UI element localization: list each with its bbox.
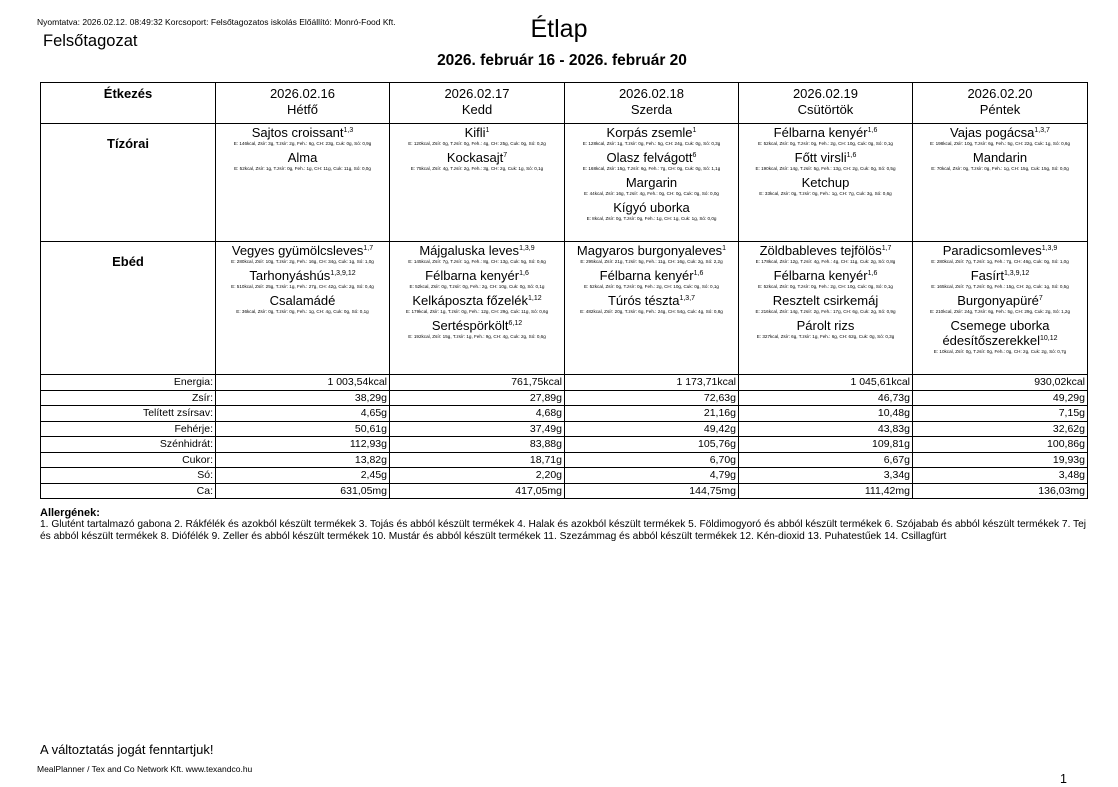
dish-name — [565, 125, 738, 140]
nutrition-value: 13,82g — [216, 452, 390, 468]
meal-cell — [565, 242, 739, 375]
dish-name-text: Félbarna kenyér — [773, 125, 868, 140]
dish-nutrition: E: 75kcal, Zsír: 4g, T.zsír: 2g, Feh.: 3g, CH: 2g, Cuk: 1g, Só: 0,1g — [410, 166, 544, 171]
dish-name-text: Túrós tészta — [607, 293, 680, 308]
dish — [390, 150, 564, 172]
nutrition-row — [41, 375, 1088, 391]
nutrition-row — [41, 452, 1088, 468]
day-header-friday — [913, 83, 1088, 124]
dish-name-text: Mandarin — [972, 150, 1028, 165]
allergen-codes: 1,3,9 — [1041, 245, 1058, 252]
meal-cell — [739, 124, 913, 242]
dish-name — [913, 293, 1087, 308]
dish-name-text: Kígyó uborka — [613, 200, 690, 215]
meal-column-header: Étkezés — [41, 83, 216, 124]
dish-name-text: Félbarna kenyér — [425, 268, 520, 283]
meal-cell — [565, 124, 739, 242]
dish-nutrition: E: 52kcal, Zsír: 0g, T.zsír: 0g, Feh.: 2g, CH: 10g, Cuk: 0g, Só: 0,1g — [584, 284, 719, 289]
dish-name-text: Tarhonyáshús — [249, 268, 331, 283]
dish-nutrition: E: 280kcal, Zsír: 10g, T.zsír: 2g, Feh.: 16g, CH: 34g, Cuk: 1g, Só: 1,0g — [231, 259, 374, 264]
day-date: 2026.02.19 — [792, 86, 859, 101]
dish — [565, 293, 738, 315]
nutrition-value: 46,73g — [739, 390, 913, 406]
dish-nutrition: E: 44kcal, Zsír: 16g, T.zsír: 4g, Feh.: 0g, CH: 0g, Cuk: 0g, Só: 0,0g — [584, 191, 719, 196]
dish-name-text: Májgaluska leves — [419, 243, 520, 258]
nutrition-value: 1 173,71kcal — [565, 375, 739, 391]
dish-name-text: Sajtos croissant — [251, 125, 344, 140]
nutrition-value: 930,02kcal — [913, 375, 1088, 391]
allergen-codes: 7 — [1038, 295, 1043, 302]
dish-nutrition: E: 280kcal, Zsír: 7g, T.zsír: 1g, Feh.: 7g, CH: 46g, Cuk: 0g, Só: 1,0g — [931, 259, 1069, 264]
nutrition-label: Só: — [41, 468, 216, 484]
nutrition-value: 19,93g — [913, 452, 1088, 468]
nutrition-value: 7,15g — [913, 406, 1088, 422]
dish-name-text: Resztelt csirkemáj — [772, 293, 879, 308]
days-header-row — [41, 83, 1088, 124]
dish — [913, 150, 1087, 172]
dish-name — [390, 150, 564, 165]
dish-name — [390, 125, 564, 140]
nutrition-value: 72,63g — [565, 390, 739, 406]
dish-name — [913, 318, 1087, 348]
day-date: 2026.02.20 — [967, 86, 1033, 101]
day-header-wednesday — [565, 83, 739, 124]
dish-nutrition: E: 145kcal, Zsír: 7g, T.zsír: 1g, Feh.: 8g, CH: 13g, Cuk: 5g, Só: 0,6g — [408, 259, 546, 264]
dish-name — [565, 150, 738, 165]
dish-nutrition: E: 10kcal, Zsír: 0g, T.zsír: 0g, Feh.: 0g, CH: 2g, Cuk: 2g, Só: 0,7g — [933, 349, 1067, 354]
meal-cell — [216, 124, 390, 242]
dish-name-text: Olasz felvágott — [606, 150, 693, 165]
day-name: Hétfő — [286, 102, 319, 117]
nutrition-label: Szénhidrát: — [41, 437, 216, 453]
meal-cell — [913, 124, 1088, 242]
dish-nutrition: E: 295kcal, Zsír: 21g, T.zsír: 5g, Feh.: 11g, CH: 16g, Cuk: 2g, Só: 2,2g — [580, 259, 723, 264]
dish-name — [913, 125, 1087, 140]
nutrition-value: 631,05mg — [216, 483, 390, 499]
dish-nutrition: E: 198kcal, Zsír: 10g, T.zsír: 6g, Feh.: 5g, CH: 22g, Cuk: 1g, Só: 0,6g — [929, 141, 1071, 146]
allergen-codes: 1,7 — [881, 245, 892, 252]
dish-nutrition: E: 33kcal, Zsír: 0g, T.zsír: 0g, Feh.: 1g, CH: 7g, Cuk: 3g, Só: 0,6g — [759, 191, 892, 196]
nutrition-value: 50,61g — [216, 421, 390, 437]
meal-row — [41, 124, 1088, 242]
dish-name-text: Vegyes gyümölcsleves — [231, 243, 364, 258]
dish-name — [390, 318, 564, 333]
dish-name — [739, 243, 912, 258]
allergens-list: 1. Glutént tartalmazó gabona 2. Rákfélék és azokból készült termékek 3. Tojás és abból készült termékek 4. Halak és azokból készült termékek 5. Földimogyoró és abból készült termékek 6. Szójabab és abból készült termékek 7. Tej és abból készült termékek 8. Diófélék 9. Zeller és abból készült termékek 10. Mustár és abból készült termékek 11. Szezámmag és abból készült termékek 12. Kén-dioxid 13. Puhatestűek 14. Csillagfürt — [40, 519, 1087, 542]
nutrition-value: 2,20g — [390, 468, 565, 484]
dish-name — [390, 243, 564, 258]
dish-name — [739, 150, 912, 165]
dish-name-text: Félbarna kenyér — [773, 268, 868, 283]
day-header-tuesday — [390, 83, 565, 124]
dish-nutrition: E: 128kcal, Zsír: 1g, T.zsír: 0g, Feh.: 5g, CH: 24g, Cuk: 0g, Só: 0,3g — [582, 141, 721, 146]
dish-name — [390, 293, 564, 308]
allergen-codes: 1 — [692, 127, 697, 134]
dish — [390, 243, 564, 265]
meal-label: Tízórai — [41, 124, 216, 242]
nutrition-value: 4,65g — [216, 406, 390, 422]
nutrition-label: Zsír: — [41, 390, 216, 406]
allergen-codes: 6,12 — [508, 320, 523, 327]
nutrition-label: Cukor: — [41, 452, 216, 468]
page-title: Étlap — [530, 15, 588, 43]
dish-name — [216, 243, 389, 258]
nutrition-value: 38,29g — [216, 390, 390, 406]
dish — [216, 243, 389, 265]
meal-cell — [390, 124, 565, 242]
dish — [216, 293, 389, 315]
disclaimer: A változtatás jogát fenntartjuk! — [40, 742, 214, 757]
dish-name — [739, 318, 912, 333]
dish — [739, 175, 912, 197]
nutrition-value: 4,79g — [565, 468, 739, 484]
dish — [390, 318, 564, 340]
dish — [390, 268, 564, 290]
dish-name-text: Kelkáposzta főzelék — [412, 293, 528, 308]
allergen-codes: 6 — [692, 152, 697, 159]
dish-name-text: Csemege uborka édesítőszerekkel — [942, 318, 1050, 348]
dish-name — [739, 125, 912, 140]
dish-nutrition: E: 52kcal, Zsír: 1g, T.zsír: 0g, Feh.: 1g, CH: 11g, Cuk: 11g, Só: 0,0g — [234, 166, 371, 171]
day-date: 2026.02.16 — [269, 86, 336, 101]
meal-cell — [390, 242, 565, 375]
nutrition-value: 1 003,54kcal — [216, 375, 390, 391]
allergen-codes: 1,6 — [867, 127, 878, 134]
dish-nutrition: E: 510kcal, Zsír: 25g, T.zsír: 1g, Feh.: 27g, CH: 42g, Cuk: 2g, Só: 0,4g — [231, 284, 374, 289]
allergen-codes: 1,3,9 — [519, 245, 535, 252]
dish-name — [739, 268, 912, 283]
date-range: 2026. február 16 - 2026. február 20 — [437, 52, 687, 69]
dish-name — [565, 268, 738, 283]
nutrition-label: Fehérje: — [41, 421, 216, 437]
dish-name-text: Fasírt — [970, 268, 1004, 283]
dish — [739, 268, 912, 290]
nutrition-value: 10,48g — [739, 406, 913, 422]
dish-name-text: Párolt rizs — [796, 318, 855, 333]
nutrition-value: 144,75mg — [565, 483, 739, 499]
dish-nutrition: E: 52kcal, Zsír: 0g, T.zsír: 0g, Feh.: 2g, CH: 10g, Cuk: 0g, Só: 0,1g — [758, 284, 893, 289]
meal-cell — [913, 242, 1088, 375]
allergen-codes: 7 — [503, 152, 508, 159]
nutrition-value: 112,93g — [216, 437, 390, 453]
allergen-codes: 1,6 — [846, 152, 857, 159]
dish-name-text: Burgonyapüré — [957, 293, 1039, 308]
dish-name — [216, 125, 389, 140]
dish — [739, 243, 912, 265]
nutrition-label: Telített zsírsav: — [41, 406, 216, 422]
dish — [565, 243, 738, 265]
nutrition-value: 136,03mg — [913, 483, 1088, 499]
allergens-heading: Allergének: — [40, 507, 100, 519]
nutrition-value: 3,34g — [739, 468, 913, 484]
dish-name-text: Zöldbableves tejfölös — [759, 243, 882, 258]
dish-name — [913, 150, 1087, 165]
dish-nutrition: E: 70kcal, Zsír: 0g, T.zsír: 0g, Feh.: 1g, CH: 15g, Cuk: 15g, Só: 0,0g — [931, 166, 1069, 171]
dish-name — [216, 268, 389, 283]
dish — [913, 268, 1087, 290]
nutrition-label: Energia: — [41, 375, 216, 391]
allergen-codes: 1,3,9,12 — [1003, 270, 1030, 277]
dish-name — [390, 268, 564, 283]
nutrition-value: 105,76g — [565, 437, 739, 453]
nutrition-value: 1 045,61kcal — [739, 375, 913, 391]
nutrition-label: Ca: — [41, 483, 216, 499]
age-group-label: Felsőtagozat — [43, 32, 138, 50]
nutrition-value: 83,88g — [390, 437, 565, 453]
allergen-codes: 1,3,9,12 — [330, 270, 356, 277]
nutrition-row — [41, 437, 1088, 453]
dish-name — [913, 268, 1087, 283]
allergen-codes: 1,3,7 — [1034, 127, 1050, 134]
nutrition-value: 3,48g — [913, 468, 1088, 484]
dish — [565, 175, 738, 197]
dish-name-text: Kifli — [464, 125, 486, 140]
dish-nutrition: E: 168kcal, Zsír: 15g, T.zsír: 6g, Feh.: 7g, CH: 0g, Cuk: 0g, Só: 1,1g — [582, 166, 721, 171]
nutrition-value: 37,49g — [390, 421, 565, 437]
nutrition-row — [41, 421, 1088, 437]
dish-nutrition: E: 146kcal, Zsír: 3g, T.zsír: 2g, Feh.: 6g, CH: 23g, Cuk: 0g, Só: 0,9g — [233, 141, 372, 146]
nutrition-value: 109,81g — [739, 437, 913, 453]
day-name: Csütörtök — [797, 102, 854, 117]
dish-nutrition: E: 165kcal, Zsír: 7g, T.zsír: 0g, Feh.: 15g, CH: 2g, Cuk: 1g, Só: 0,5g — [931, 284, 1069, 289]
nutrition-value: 6,67g — [739, 452, 913, 468]
nutrition-value: 100,86g — [913, 437, 1088, 453]
day-name: Szerda — [630, 102, 673, 117]
dish-nutrition: E: 52kcal, Zsír: 0g, T.zsír: 0g, Feh.: 2g, CH: 10g, Cuk: 0g, Só: 0,1g — [409, 284, 545, 289]
dish-name-text: Margarin — [625, 175, 678, 190]
day-name: Kedd — [461, 102, 493, 117]
dish-nutrition: E: 52kcal, Zsír: 0g, T.zsír: 0g, Feh.: 2g, CH: 10g, Cuk: 0g, Só: 0,1g — [758, 141, 893, 146]
nutrition-value: 6,70g — [565, 452, 739, 468]
dish — [913, 318, 1087, 355]
dish — [565, 268, 738, 290]
nutrition-value: 4,68g — [390, 406, 565, 422]
meal-cell — [739, 242, 913, 375]
dish-nutrition: E: 178kcal, Zsír: 12g, T.zsír: 4g, Feh.: 4g, CH: 11g, Cuk: 2g, Só: 0,8g — [755, 259, 896, 264]
day-name: Péntek — [979, 102, 1021, 117]
dish-name-text: Vajas pogácsa — [950, 125, 1035, 140]
day-date: 2026.02.18 — [618, 86, 685, 101]
dish-name — [913, 243, 1087, 258]
allergen-codes: 1 — [722, 245, 727, 252]
dish-nutrition: E: 8kcal, Zsír: 0g, T.zsír: 0g, Feh.: 1g, CH: 1g, Cuk: 1g, Só: 0,0g — [586, 216, 717, 221]
allergen-codes: 10,12 — [1040, 335, 1058, 342]
dish — [913, 125, 1087, 147]
allergen-codes: 1,12 — [528, 295, 542, 302]
nutrition-value: 43,83g — [739, 421, 913, 437]
dish-name-text: Félbarna kenyér — [599, 268, 694, 283]
dish — [565, 125, 738, 147]
dish-nutrition: E: 190kcal, Zsír: 14g, T.zsír: 5g, Feh.: 13g, CH: 2g, Cuk: 0g, Só: 0,5g — [755, 166, 896, 171]
dish — [216, 125, 389, 147]
allergen-codes: 1,6 — [867, 270, 878, 277]
allergen-codes: 1,6 — [519, 270, 529, 277]
allergen-codes: 1,3,7 — [679, 295, 696, 302]
dish-name — [565, 200, 738, 215]
nutrition-value: 21,16g — [565, 406, 739, 422]
dish-nutrition: E: 327kcal, Zsír: 6g, T.zsír: 1g, Feh.: 6g, CH: 62g, Cuk: 0g, Só: 0,3g — [756, 334, 895, 339]
dish — [216, 150, 389, 172]
dish-name — [216, 150, 389, 165]
nutrition-value: 27,89g — [390, 390, 565, 406]
print-info: Nyomtatva: 2026.02.12. 08:49:32 Korcsoport: Felsőtagozatos iskolás Előállító: Monró-Food Kft. — [37, 17, 396, 27]
dish-name-text: Ketchup — [801, 175, 850, 190]
dish-name — [739, 293, 912, 308]
dish — [913, 293, 1087, 315]
allergen-codes: 1,3 — [343, 127, 354, 134]
dish-nutrition: E: 210kcal, Zsír: 24g, T.zsír: 6g, Feh.: 5g, CH: 29g, Cuk: 2g, Só: 1,2g — [929, 309, 1071, 314]
nutrition-value: 761,75kcal — [390, 375, 565, 391]
dish-nutrition: E: 482kcal, Zsír: 20g, T.zsír: 6g, Feh.: 24g, CH: 54g, Cuk: 4g, Só: 0,8g — [580, 309, 723, 314]
dish — [739, 318, 912, 340]
nutrition-value: 111,42mg — [739, 483, 913, 499]
allergen-codes: 1,6 — [693, 270, 704, 277]
dish-name-text: Paradicsomleves — [942, 243, 1042, 258]
dish — [739, 125, 912, 147]
footer-credit: MealPlanner / Tex and Co Network Kft. www.texandco.hu — [37, 764, 253, 774]
dish-nutrition: E: 179kcal, Zsír: 1g, T.zsír: 0g, Feh.: 12g, CH: 29g, Cuk: 11g, Só: 0,6g — [405, 309, 549, 314]
day-date: 2026.02.17 — [444, 86, 510, 101]
nutrition-value: 49,29g — [913, 390, 1088, 406]
dish-nutrition: E: 192kcal, Zsír: 15g, T.zsír: 1g, Feh.: 9g, CH: 4g, Cuk: 2g, Só: 0,6g — [408, 334, 546, 339]
dish-name-text: Alma — [287, 150, 318, 165]
dish-name — [739, 175, 912, 190]
dish-name-text: Főtt virsli — [794, 150, 847, 165]
dish-name — [565, 175, 738, 190]
dish-name — [565, 243, 738, 258]
dish-name-text: Magyaros burgonyaleves — [576, 243, 723, 258]
day-header-monday — [216, 83, 390, 124]
meal-cell — [216, 242, 390, 375]
nutrition-row — [41, 483, 1088, 499]
nutrition-row — [41, 406, 1088, 422]
dish-name-text: Csalamádé — [269, 293, 336, 308]
dish-nutrition: E: 120kcal, Zsír: 0g, T.zsír: 0g, Feh.: 4g, CH: 25g, Cuk: 0g, Só: 0,2g — [408, 141, 546, 146]
dish — [739, 293, 912, 315]
nutrition-value: 417,05mg — [390, 483, 565, 499]
page-number: 1 — [1060, 772, 1067, 786]
dish-name-text: Kockasajt — [446, 150, 504, 165]
nutrition-row — [41, 390, 1088, 406]
dish — [739, 150, 912, 172]
dish-name — [216, 293, 389, 308]
dish-name-text: Sertéspörkölt — [431, 318, 509, 333]
menu-table — [40, 82, 1088, 499]
day-header-thursday — [739, 83, 913, 124]
nutrition-value: 49,42g — [565, 421, 739, 437]
dish — [565, 150, 738, 172]
dish-name — [565, 293, 738, 308]
allergen-codes: 1 — [485, 127, 490, 134]
dish-nutrition: E: 216kcal, Zsír: 14g, T.zsír: 2g, Feh.: 17g, CH: 6g, Cuk: 2g, Só: 0,9g — [755, 309, 896, 314]
meal-row — [41, 242, 1088, 375]
dish — [216, 268, 389, 290]
dish — [913, 243, 1087, 265]
nutrition-value: 2,45g — [216, 468, 390, 484]
allergen-codes: 1,7 — [363, 245, 374, 252]
nutrition-value: 18,71g — [390, 452, 565, 468]
nutrition-value: 32,62g — [913, 421, 1088, 437]
dish — [390, 293, 564, 315]
dish-nutrition: E: 36kcal, Zsír: 0g, T.zsír: 0g, Feh.: 1g, CH: 4g, Cuk: 0g, Só: 0,1g — [236, 309, 369, 314]
nutrition-row — [41, 468, 1088, 484]
dish-name-text: Korpás zsemle — [606, 125, 693, 140]
dish — [565, 200, 738, 222]
meal-label: Ebéd — [41, 242, 216, 375]
dish — [390, 125, 564, 147]
